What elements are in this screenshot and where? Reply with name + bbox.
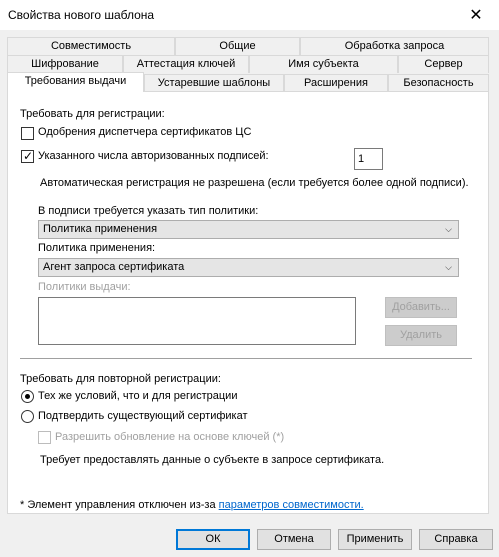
add-policy-button[interactable]: Добавить... xyxy=(385,297,457,318)
signatures-count-input[interactable]: 1 xyxy=(354,148,383,170)
tab-compatibility[interactable]: Совместимость xyxy=(7,37,175,55)
app-policy-value: Агент запроса сертификата xyxy=(43,261,185,273)
tab-subject-name[interactable]: Имя субъекта xyxy=(249,55,398,73)
tab-key-attestation[interactable]: Аттестация ключей xyxy=(123,55,249,73)
app-policy-select[interactable] xyxy=(38,258,459,277)
allow-key-renewal-label: Разрешить обновление на основе ключей (*) xyxy=(55,431,285,443)
ok-button[interactable]: ОК xyxy=(176,529,250,550)
tab-extensions[interactable]: Расширения xyxy=(284,74,388,92)
issuance-policies-label: Политики выдачи: xyxy=(38,281,131,293)
app-policy-label: Политика применения: xyxy=(38,242,156,254)
auto-enroll-note: Автоматическая регистрация не разрешена (если требуется более одной подписи). xyxy=(40,177,469,189)
ca-manager-approval-checkbox[interactable] xyxy=(21,127,34,140)
chevron-down-icon: ⌵ xyxy=(445,262,452,272)
tab-general[interactable]: Общие xyxy=(175,37,300,55)
remove-policy-button[interactable]: Удалить xyxy=(385,325,457,346)
footer-note xyxy=(20,499,364,511)
authorized-signatures-label: Указанного числа авторизованных подписей: xyxy=(38,150,269,162)
tab-cryptography[interactable]: Шифрование xyxy=(7,55,123,73)
radio-selected-dot xyxy=(25,394,30,399)
window-title: Свойства нового шаблона xyxy=(8,8,155,22)
issuance-section-title: Требовать для регистрации: xyxy=(20,108,165,120)
tab-request-handling[interactable]: Обработка запроса xyxy=(300,37,489,55)
help-button[interactable]: Справка xyxy=(419,529,493,550)
authorized-signatures-checkbox[interactable] xyxy=(21,150,34,163)
apply-button[interactable]: Применить xyxy=(338,529,412,550)
subject-info-note: Требует предоставлять данные о субъекте в запросе сертификата. xyxy=(40,454,385,466)
ca-manager-approval-label: Одобрения диспетчера сертификатов ЦС xyxy=(38,126,252,138)
cancel-button[interactable]: Отмена xyxy=(257,529,331,550)
close-icon[interactable]: ✕ xyxy=(469,7,483,24)
reenroll-section-title: Требовать для повторной регистрации: xyxy=(20,373,221,385)
allow-key-renewal-checkbox[interactable] xyxy=(38,431,51,444)
policy-type-select[interactable] xyxy=(38,220,459,239)
tab-security[interactable]: Безопасность xyxy=(388,74,489,92)
compatibility-settings-link[interactable]: параметров совместимости. xyxy=(218,499,364,511)
tab-issuance-requirements[interactable]: Требования выдачи xyxy=(7,72,144,92)
tab-superseded-templates[interactable]: Устаревшие шаблоны xyxy=(144,74,284,92)
valid-cert-label: Подтвердить существующий сертификат xyxy=(38,410,248,422)
policy-type-label: В подписи требуется указать тип политики: xyxy=(38,205,259,217)
section-divider xyxy=(20,358,472,359)
tab-server[interactable]: Сервер xyxy=(398,55,489,73)
valid-cert-radio[interactable] xyxy=(21,410,34,423)
same-criteria-radio[interactable] xyxy=(21,390,34,403)
tab-panel xyxy=(7,91,489,514)
footer-note-text: * Элемент управления отключен из-за xyxy=(20,499,219,511)
checkmark-icon: ✓ xyxy=(23,149,34,163)
same-criteria-label: Тех же условий, что и для регистрации xyxy=(38,390,238,402)
issuance-policies-list[interactable] xyxy=(38,297,356,345)
policy-type-value: Политика применения xyxy=(43,223,158,235)
chevron-down-icon: ⌵ xyxy=(445,224,452,234)
